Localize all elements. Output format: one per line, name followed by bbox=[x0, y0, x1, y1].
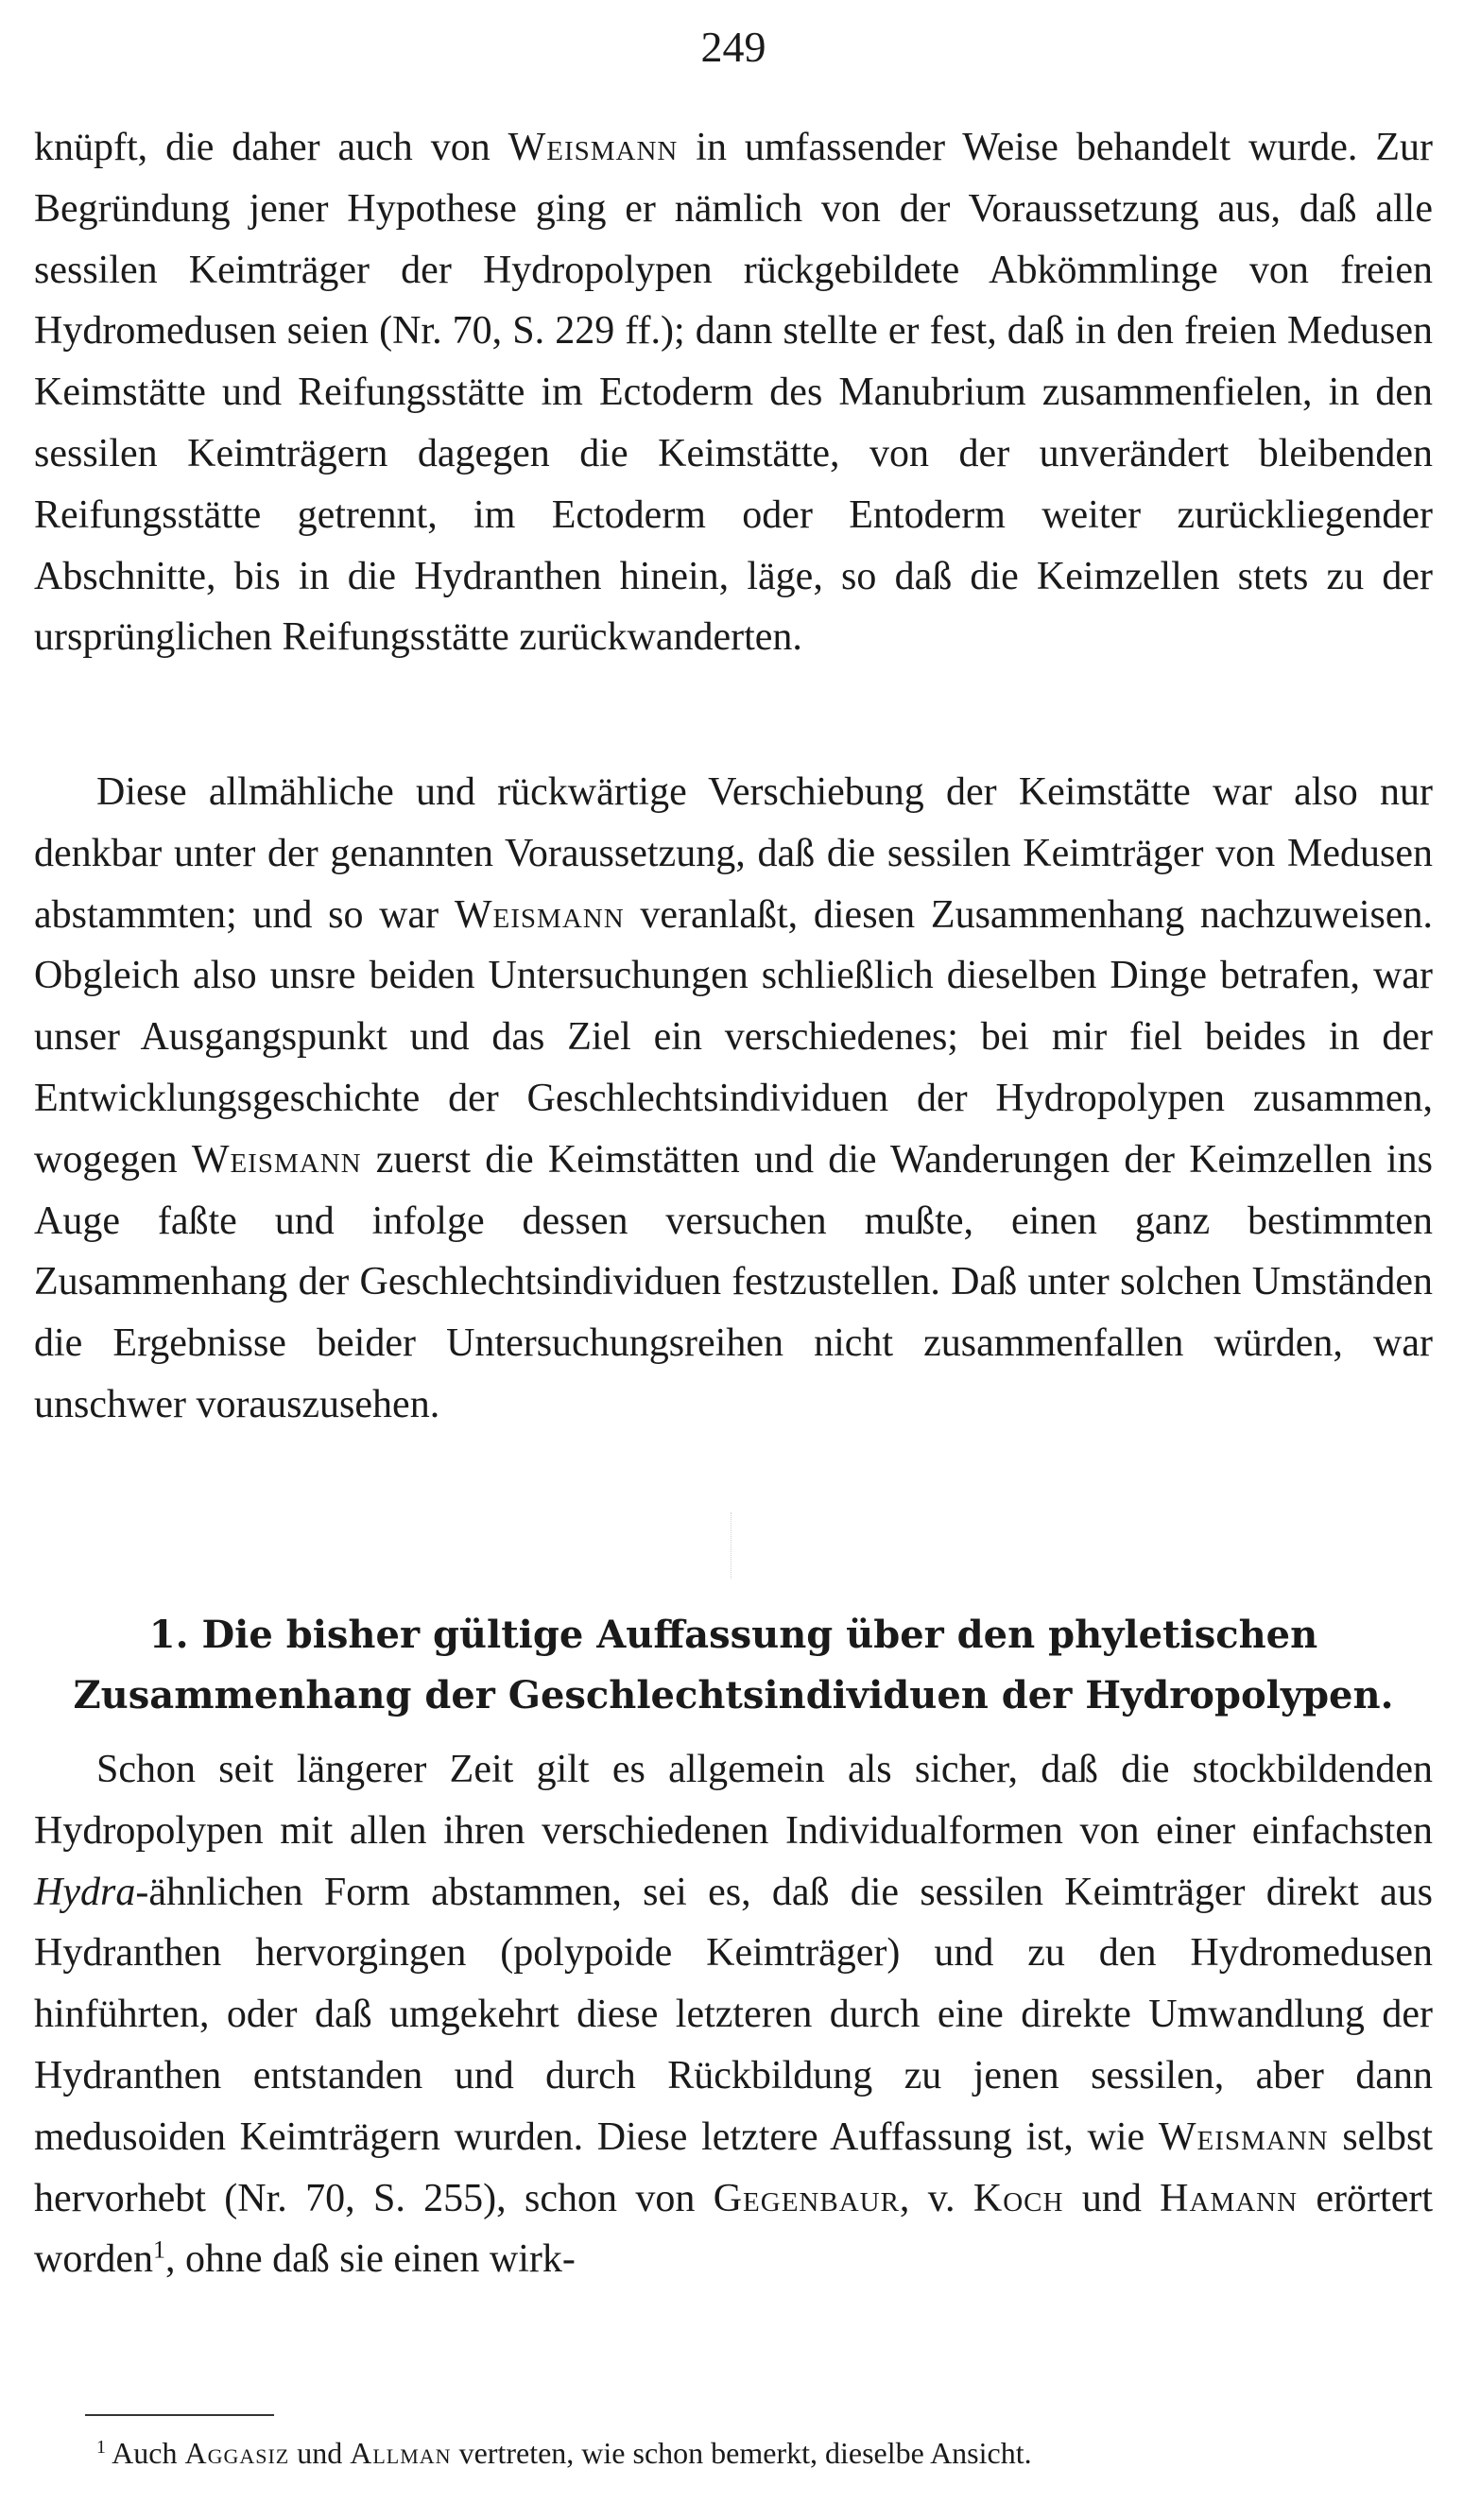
text-run: Diese allmähliche und rückwärtige Verschiebung der Keimstätte war also nur denkbar unter der genannten Voraussetzung, daß die sessilen Keimträger von Medusen abstammten; und so war bbox=[34, 770, 1433, 937]
author-name-gegenbaur: Gegenbaur bbox=[713, 2176, 900, 2220]
author-name-koch: Koch bbox=[972, 2176, 1064, 2220]
text-run: erörtert worden bbox=[34, 2176, 1433, 2282]
footnote-number: 1 bbox=[96, 2437, 106, 2459]
text-run: , v. bbox=[899, 2176, 973, 2220]
author-name-weismann: Weismann bbox=[191, 1137, 362, 1182]
page-number: 249 bbox=[700, 23, 766, 71]
author-name-weismann: Weismann bbox=[1158, 2114, 1329, 2159]
text-run: veranlaßt, diesen Zusammenhang nachzuweisen. Obgleich also unsre beiden Untersuchungen schließlich dieselben Dinge betrafen, war unser Ausgangspunkt und das Ziel ein verschiedenes; bei mir fiel beides in der Entwicklungsgeschichte der Geschlechtsindividuen der Hydropolypen zusammen, wogegen bbox=[34, 892, 1433, 1182]
footnote bbox=[96, 2431, 1433, 2475]
text-run: und bbox=[289, 2436, 351, 2470]
section-heading-line-1: 1. Die bisher gültige Auffassung über den phyletischen bbox=[148, 1613, 1318, 1657]
text-run: -ähnlichen Form abstammen, sei es, daß die sessilen Keimträger direkt aus Hydranthen hervorgingen (polypoide Keimträger) und zu den Hydromedusen hinführten, oder daß umgekehrt diese letzteren durch eine direkte Umwandlung der Hydranthen entstanden und durch Rückbildung zu jenen sessilen, aber dann medusoiden Keimträgern wurden. Diese letztere Auffassung ist, wie bbox=[34, 1870, 1433, 2159]
text-run: Schon seit längerer Zeit gilt es allgemein als sicher, daß die stockbildenden Hydropolypen mit allen ihren verschiedenen Individualformen von einer einfachsten bbox=[34, 1748, 1433, 1853]
section-heading bbox=[34, 1605, 1433, 1726]
footnote-divider bbox=[85, 2414, 274, 2416]
author-name-hamann: Hamann bbox=[1160, 2176, 1299, 2220]
author-name-allman: Allman bbox=[350, 2436, 452, 2470]
paragraph-section-intro bbox=[34, 1739, 1433, 2290]
text-run: vertreten, wie schon bemerkt, dieselbe Ansicht. bbox=[451, 2436, 1032, 2470]
footnote-reference: 1 bbox=[152, 2236, 165, 2265]
text-run: zuerst die Keimstätten und die Wanderungen der Keimzellen ins Auge faßte und infolge dessen versuchen mußte, einen ganz bestimmten Zusammenhang der Geschlechtsindividuen festzustellen. Daß unter solchen Umständen die Ergebnisse beider Untersuchungsreihen nicht zusammenfallen würden, war unschwer vorauszusehen. bbox=[34, 1137, 1433, 1426]
section-heading-line-2: Zusammenhang der Geschlechtsindividuen der Hydropolypen. bbox=[73, 1673, 1394, 1717]
genus-hydra: Hydra bbox=[34, 1870, 136, 1914]
text-run: in umfassender Weise behandelt wurde. Zur Begründung jener Hypothese ging er nämlich von der Voraussetzung aus, daß alle sessilen Keimträger der Hydropolypen rückgebildete Abkömmlinge von freien Hydromedusen seien (Nr. 70, S. 229 ff.); dann stellte er fest, daß in den freien Medusen Keimstätte und Reifungsstätte im Ectoderm des Manubrium zusammenfielen, in den sessilen Keimträgern dagegen die Keimstätte, von der unverändert bleibenden Reifungsstätte getrennt, im Ectoderm oder Entoderm weiter zurückliegender Abschnitte, bis in die Hydranthen hinein, läge, so daß die Keimzellen stets zu der ursprünglichen Reifungsstätte zurückwanderten. bbox=[34, 126, 1433, 660]
scan-center-mark bbox=[731, 1512, 732, 1579]
text-run: und bbox=[1063, 2176, 1161, 2220]
text-run: Auch bbox=[105, 2436, 185, 2470]
paragraph-weismann-argument bbox=[34, 762, 1433, 1436]
author-name-weismann: Weismann bbox=[508, 126, 679, 169]
text-run: knüpft, die daher auch von bbox=[34, 126, 508, 169]
author-name-weismann: Weismann bbox=[454, 892, 625, 937]
text-run: , ohne daß sie einen wirk- bbox=[164, 2237, 576, 2282]
text-run: selbst hervorhebt (Nr. 70, S. 255), schon von bbox=[34, 2114, 1433, 2220]
book-page bbox=[34, 0, 1433, 2520]
paragraph-continuation bbox=[34, 117, 1433, 668]
author-name-aggasiz: Aggasiz bbox=[184, 2436, 290, 2470]
